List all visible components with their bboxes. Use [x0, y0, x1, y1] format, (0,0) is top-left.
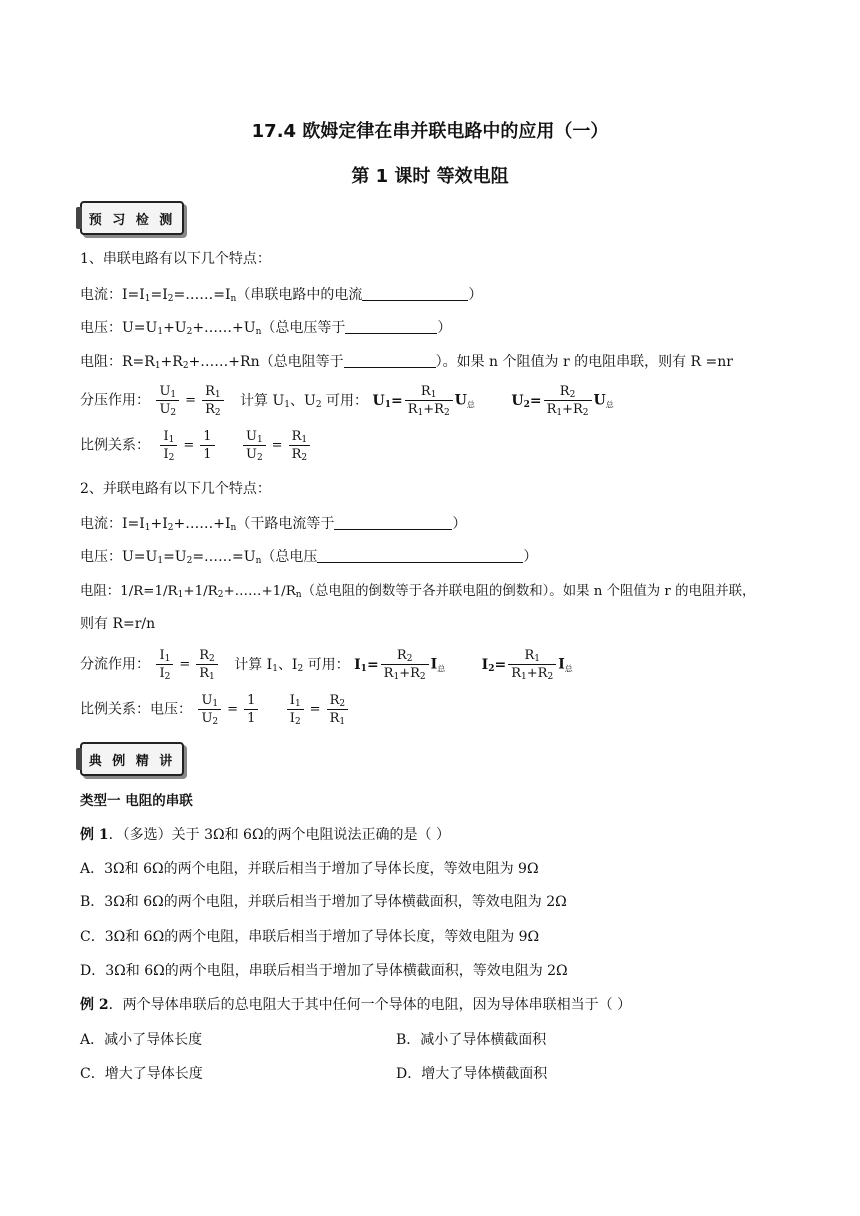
fraction: $\frac{R_1}{R_2}$: [202, 383, 224, 418]
fraction: $\frac{1}{1}$: [244, 692, 258, 727]
example-1-option-d[interactable]: D．3Ω和 6Ω的两个电阻，串联后相当于增加了导体横截面积，等效电阻为 2Ω: [80, 963, 568, 979]
fraction: $\frac{R_2}{R_1+R_2}$: [381, 647, 429, 682]
example-2-option-c[interactable]: C．增大了导体长度: [80, 1066, 203, 1082]
answer-blank[interactable]: [317, 548, 523, 563]
fraction: $\frac{U_1}{U_2}$: [198, 692, 221, 727]
parallel-resistance-line: 电阻：$1/R=1/R_1+1/R_2+\dots\dots+1/R_n$（总电阻的倒数等于各并联电阻的倒数和）。如果 n 个阻值为 r 的电阻并联，: [80, 584, 756, 600]
answer-blank[interactable]: [345, 319, 437, 334]
fraction: $\frac{I_1}{I_2}$: [160, 428, 177, 463]
parallel-heading: 2、并联电路有以下几个特点：: [80, 481, 271, 497]
fraction: $\frac{I_1}{I_2}$: [287, 692, 304, 727]
series-divider-line: 分压作用： $\frac{U_1}{U_2}$ = $\frac{R_1}{R_2}$ 计算 $U_1$、$U_2$ 可用： $U_1=$ $\frac{R_1}{R_1+R_2}$ $U_总$ $U_2=$ $\frac{R_2}{R_1+R_2}$ $U_总$: [80, 384, 614, 418]
fraction: $\frac{R_1}{R_1+R_2}$: [508, 647, 556, 682]
parallel-current-line: 电流：$I=I_1+I_2+\dots\dots+I_n$（干路电流等于 ）: [80, 516, 467, 533]
parallel-resistance-line-2: 则有 R=r/n: [80, 616, 156, 632]
fraction: $\frac{U_1}{U_2}$: [243, 428, 266, 463]
fraction: $\frac{R_1}{R_2}$: [289, 428, 311, 463]
page-subtitle: 第 1 课时 等效电阻: [351, 166, 509, 187]
example-2-option-b[interactable]: B．减小了导体横截面积: [396, 1032, 547, 1048]
series-ratio-line: 比例关系： $\frac{I_1}{I_2}$ = $\frac{1}{1}$ $\frac{U_1}{U_2}$ = $\frac{R_1}{R_2}$: [80, 428, 312, 463]
example-1-option-a[interactable]: A．3Ω和 6Ω的两个电阻，并联后相当于增加了导体长度，等效电阻为 9Ω: [80, 861, 539, 877]
example-2-option-a[interactable]: A．减小了导体长度: [80, 1032, 203, 1048]
answer-blank[interactable]: [362, 286, 468, 301]
fraction: $\frac{R_2}{R_1}$: [196, 647, 218, 682]
section-badge-label: 预 习 检 测: [88, 213, 176, 228]
fraction: $\frac{R_2}{R_1}$: [327, 692, 349, 727]
example-1-option-b[interactable]: B．3Ω和 6Ω的两个电阻，并联后相当于增加了导体横截面积，等效电阻为 2Ω: [80, 894, 567, 910]
page-title: 17.4 欧姆定律在串并联电路中的应用（一）: [251, 121, 609, 142]
series-resistance-line: 电阻：$R=R_1+R_2+\dots\dots+Rn$（总电阻等于 ）。如果 n 个阻值为 r 的电阻串联，则有 R =nr: [80, 354, 733, 371]
parallel-ratio-line: 比例关系：电压： $\frac{U_1}{U_2}$ = $\frac{1}{1}$ $\frac{I_1}{I_2}$ = $\frac{R_2}{R_1}$: [80, 692, 350, 727]
answer-blank[interactable]: [334, 515, 452, 530]
fraction: $\frac{R_2}{R_1+R_2}$: [544, 383, 592, 418]
example-1-stem: 例 1．（多选）关于 3Ω和 6Ω的两个电阻说法正确的是（ ）: [80, 827, 451, 843]
fraction: $\frac{R_1}{R_1+R_2}$: [405, 383, 453, 418]
fraction: $\frac{I_1}{I_2}$: [156, 647, 173, 682]
parallel-voltage-line: 电压：$U=U_1=U_2=\dots\dots=U_n$（总电压 ）: [80, 549, 538, 566]
fraction: $\frac{1}{1}$: [200, 428, 214, 463]
fraction: $\frac{U_1}{U_2}$: [156, 383, 179, 418]
section-badge-examples: [80, 742, 184, 776]
type-heading: 类型一 电阻的串联: [80, 793, 193, 809]
parallel-divider-line: 分流作用： $\frac{I_1}{I_2}$ = $\frac{R_2}{R_1}$ 计算 $I_1$、$I_2$ 可用： $I_1=$ $\frac{R_2}{R_1+R_2}$ $I_总$ $I_2=$ $\frac{R_1}{R_1+R_2}$ $I_总$: [80, 648, 573, 682]
section-badge-preview: [80, 201, 184, 235]
example-2-option-d[interactable]: D．增大了导体横截面积: [396, 1066, 548, 1082]
answer-blank[interactable]: [344, 353, 436, 368]
example-2-stem: 例 2．两个导体串联后的总电阻大于其中任何一个导体的电阻，因为导体串联相当于（ ）: [80, 997, 632, 1013]
series-current-line: 电流：$I=I_1=I_2=\dots\dots=I_n$（串联电路中的电流 ）: [80, 287, 483, 304]
example-1-option-c[interactable]: C．3Ω和 6Ω的两个电阻，串联后相当于增加了导体长度，等效电阻为 9Ω: [80, 929, 540, 945]
series-voltage-line: 电压：$U=U_1+U_2+\dots\dots+U_n$（总电压等于 ）: [80, 320, 452, 337]
series-heading: 1、串联电路有以下几个特点：: [80, 251, 271, 267]
section-badge-label: 典 例 精 讲: [88, 754, 176, 769]
